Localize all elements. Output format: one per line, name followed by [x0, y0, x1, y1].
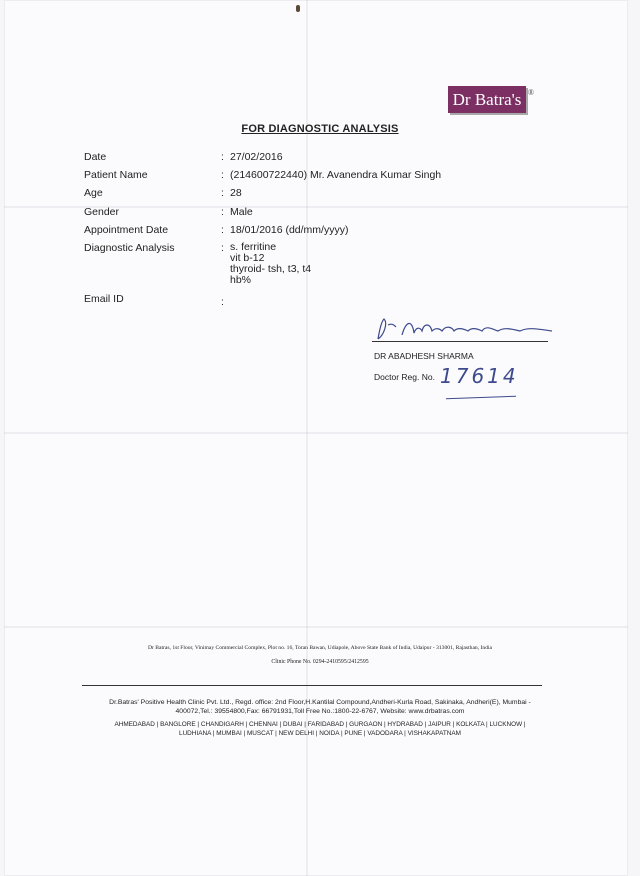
analysis-item: s. ferritine: [230, 241, 277, 253]
doctor-signature: [372, 313, 562, 343]
field-value: Male: [230, 206, 253, 218]
paper-mark: [296, 5, 300, 12]
field-colon: :: [221, 187, 224, 199]
paper-fold: [4, 432, 628, 434]
field-value-list: [230, 242, 311, 286]
field-label: Age: [84, 187, 103, 199]
field-label: Email ID: [84, 293, 124, 305]
field-colon: :: [221, 151, 224, 163]
clinic-address: Dr Batras, 1st Floor, Vinimay Commercial Complex, Plot no. 16, Toran Bawan, Udiapole, Above State Bank of India, Udaipur - 313001, Rajasthan, India: [147, 645, 493, 651]
field-value: 28: [230, 187, 242, 199]
logo-text: Dr Batra's: [452, 89, 522, 109]
logo-registered-mark: ®: [527, 88, 534, 97]
footer-company-info: Dr.Batras' Positive Health Clinic Pvt. Ltd., Regd. office: 2nd Floor,H.Kantilal Compound,Andheri-Kurla Road, Sakinaka, Andheri(E), Mumbai - 400072,Tel.: 39554800,Fax: 66791931,Toll Free No.:1800-22-6767, Website: www.drbatras.com: [109, 699, 531, 715]
signature-line: [372, 341, 548, 342]
doctor-name: DR ABADHESH SHARMA: [374, 351, 474, 361]
brand-logo: [448, 86, 534, 113]
analysis-item: vit b-12: [230, 252, 265, 264]
analysis-item: thyroid- tsh, t3, t4: [230, 263, 312, 275]
clinic-phone: Clinic Phone No. 0294-2410595/2412595: [271, 659, 369, 665]
field-colon: :: [221, 296, 224, 308]
paper-fold: [4, 626, 628, 628]
field-label: Patient Name: [84, 169, 148, 181]
footer-divider: [82, 685, 542, 686]
field-label: Appointment Date: [84, 224, 169, 236]
field-label: Diagnostic Analysis: [84, 242, 175, 254]
doctor-reg-label: Doctor Reg. No.: [374, 372, 435, 382]
footer-cities: AHMEDABAD | BANGLORE | CHANDIGARH | CHENNAI | DUBAI | FARIDABAD | GURGAON | HYDRABAD | JAIPUR | KOLKATA | LUCKNOW | LUDHIANA | MUMBAI | MUSCAT | NEW DELHI | NOIDA | PUNE | VADODARA | VISHAKAPATNAM: [114, 721, 526, 737]
field-colon: :: [221, 206, 224, 218]
doctor-reg-number: 17614: [440, 364, 519, 388]
field-value: 18/01/2016 (dd/mm/yyyy): [230, 224, 349, 236]
field-label: Gender: [84, 206, 120, 218]
field-colon: :: [221, 169, 224, 181]
document-title: FOR DIAGNOSTIC ANALYSIS: [241, 123, 399, 135]
field-label: Date: [84, 151, 107, 163]
analysis-item: hb%: [230, 274, 252, 286]
field-colon: :: [221, 224, 224, 236]
field-value: (214600722440) Mr. Avanendra Kumar Singh: [230, 169, 442, 181]
field-value: 27/02/2016: [230, 151, 283, 163]
field-colon: :: [221, 242, 224, 254]
